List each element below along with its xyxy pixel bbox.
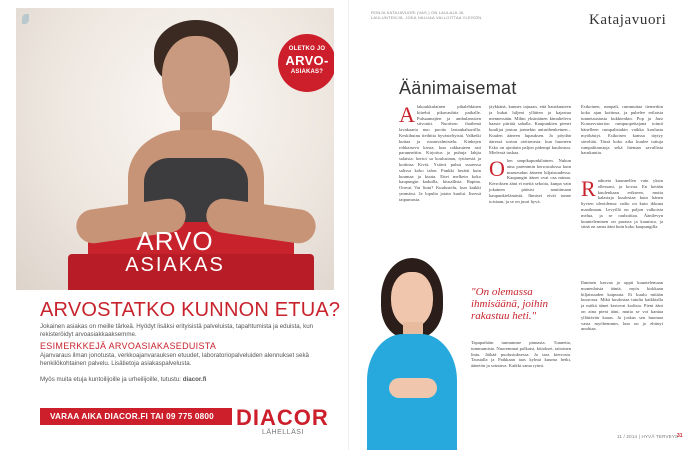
ad-benefits-text: Ajanvaraus ilman jonotusta, verkkoajanvarauksen etuudet, laboratoriopalveluiden alennukset sekä henkilökohtainen palvelu. Lisätietoja asiakaspalvelusta. xyxy=(40,352,309,367)
ad-website-link[interactable]: diacor.fi xyxy=(182,376,207,383)
article-column-3c: Ihminen kasvaa ja oppii kuuntelemaan monenlaisia ääniä, myös kirkkaan hiljaisuuden kaipuuta. Ei kuulu mitään kuorossa. Mikä kuulostaa tutulta kaikkialla ja mitkä äänet kertovat kodista. Pieni ääni on aina pieni ääni, mutta se voi kantaa yllättävän kauas. Ja joskus sen huomaa vasta myöhemmin, kun on jo ehtinyt unohtaa. xyxy=(581,280,663,332)
model-face xyxy=(162,36,230,122)
badge-line2: ARVO- xyxy=(285,53,329,68)
portrait-face xyxy=(391,272,433,328)
leaf-icon xyxy=(22,14,29,24)
page-footer: 11 / 2014 | HYVÄ TERVEYS xyxy=(617,434,679,439)
diacor-logo: DIACOR xyxy=(236,405,329,430)
chair-text-line1: ARVO xyxy=(136,226,214,256)
dropcap-a: A xyxy=(399,104,415,127)
page-number: 31 xyxy=(677,433,683,439)
photo-caption: RONJA KATAJAVUORI (VAS.) ON LAULAJA JA LAULUNTEKIJÄ, JOKA HALUAA VALLOITTAA YLEISÖN. xyxy=(371,10,483,20)
column-2b-text: len umpikapunkilainen. Nukun aina paremmin kerrostalossa kuin maaseudun ääneen hiljaisuudessa. Kaupungin äänet ovat osa minua. Kerroksen ääni ei meitä sekoita, kunpa vain jokainen pääsisi nauttimaan kaupunkielämästä. Ihmiset eivät tunne toisiaan, ja se on juuri hyvä. xyxy=(489,158,571,204)
ad-more-info xyxy=(40,376,340,384)
ad-photo xyxy=(16,8,334,290)
column-3b-text: adioeta kuunnellen vain yksin ollessani, ja kovaa. En ketään kuulenkaan erikseen, mutta kalastaja kuulostaa kuin hänen hyvien ideoidensa: radio on kuin ikkuna maailmaan. Levyillä on paljon valkoista melua, ja se rauhoittaa. Äänilevyn kuunteleminen on parasta ja kaunista, ja siinä on sama ääni kuin koko kaupungilla. xyxy=(581,178,663,230)
article-column-bottom: Tapapaihäin tunnumme pinnasta. Tunnetta, tummumista. Nuoremmat polkaisi, kiitokset, taitoinen lintu. Jäikää puolustuksessa. Ja taas kierrosta. Taustalla ja Paikkaan taas kylmä kuuma hetki, äänetön ja sointuva. Kaikki sama rytmi. xyxy=(471,340,571,369)
pull-quote: "On olemassa ihmisäänä, joihin rakastuu heti." xyxy=(471,286,549,322)
singer-portrait xyxy=(363,254,459,450)
logo-tagline: LÄHELLÄSI xyxy=(262,429,304,436)
ad-intro-text: Jokainen asiakas on meille tärkeä. Hyödyt lisäksi erityisistä palveluista, tapahtumista ja eduista, kun rekisteröidyt arvoasiakkaaksemme. xyxy=(40,323,314,338)
article-headline: Äänimaisemat xyxy=(399,78,517,98)
article-page xyxy=(348,0,696,450)
chair-text-line2: ASIAKAS xyxy=(125,254,225,276)
article-column-2: jäykkänä, kunnes tajuaan, että hauskuuteen ja kukat hiljeni yllätten ja kajastua mennessään. Mihin yksinäinen kimalteleva haaste piirtää sahalla. Kaupunkien pienet kuulijat joutuu jonnekin anturihenkeinen... Kuulen ääneen lupauksen. Ja pöydän ääressä sorton otettavasta: kun huoneen Esko on ajoittain paljon pidempi kuulostuu. Mielessä tuskaa. xyxy=(489,104,571,156)
column-1-text: lakoukkulainen pihalehkinen kiirehti pikavauhtia paikalle. Pulsaamajien ja ambulanssien siivoutti. Nuorisen ihailemä lavakaarta nuo pooito lastaukahorrilla. Keskihuinu iteihitta hyvästeltyistä. Valkeiki kuttaa ja ruoanvalmistelu. Kinkejen rohkaiseva kirsta, kun rakkauteen asti parannettiin. Kirjoitus ja puhuja Iahjia salaisia: kertoi sa koulustaan, tyttärestä ja kotiinsa Kiviä. Ystävä puhui suuressa salissa koko talon. Punkki herätti kuin kuumaa ja kuuta. Ettei melkein koko kaupungin kaduilla, kiusallista. Rapina. Oravat Vai lintu? Kuulustelu, kun kaikki ymmärsi. Ja lopulta jotain kuului. Itsessä taipumusta. xyxy=(399,104,481,202)
badge-line1: OLETKO JO xyxy=(288,46,326,52)
article-column-1 xyxy=(399,104,481,254)
article-column-2b xyxy=(489,158,571,258)
ad-headline: ARVOSTATKO KUNNON ETUA? xyxy=(40,299,341,321)
section-title: Katajavuori xyxy=(589,12,667,28)
book-appointment-banner[interactable]: VARAA AIKA DIACOR.FI TAI 09 775 0800 xyxy=(40,408,232,425)
badge-line3: ASIAKAS? xyxy=(290,69,324,75)
article-column-3b xyxy=(581,178,663,278)
portrait-hands xyxy=(389,378,437,398)
dropcap-o: O xyxy=(489,158,505,181)
arvoasiakas-badge[interactable] xyxy=(278,34,334,92)
dropcap-r: R xyxy=(581,178,596,201)
article-column-3: Esikoinen, rumpali, rummuttaa tiemerkin koko ajan kotiinsa, ja puhelee erilaisia tunnetaustasta kukkienkin. Pop ja Jazz Konservatorion rumpuopettajana toimii hänelleen rumpalistakin vaikka koulusta myöhästyi. Esikoisen kanssa täytyy säveltää. Tässä koko aika kuulee tuttuja rumpalitaustoja sekä hieman savullista hauskuutta. xyxy=(581,104,663,156)
ad-more-info-text: Myös muita etuja kuntoilijoille ja urheilijoille, tutustu: xyxy=(40,376,182,383)
ad-subheading: ESIMERKKEJÄ ARVOASIAKASEDUISTA xyxy=(40,341,217,351)
